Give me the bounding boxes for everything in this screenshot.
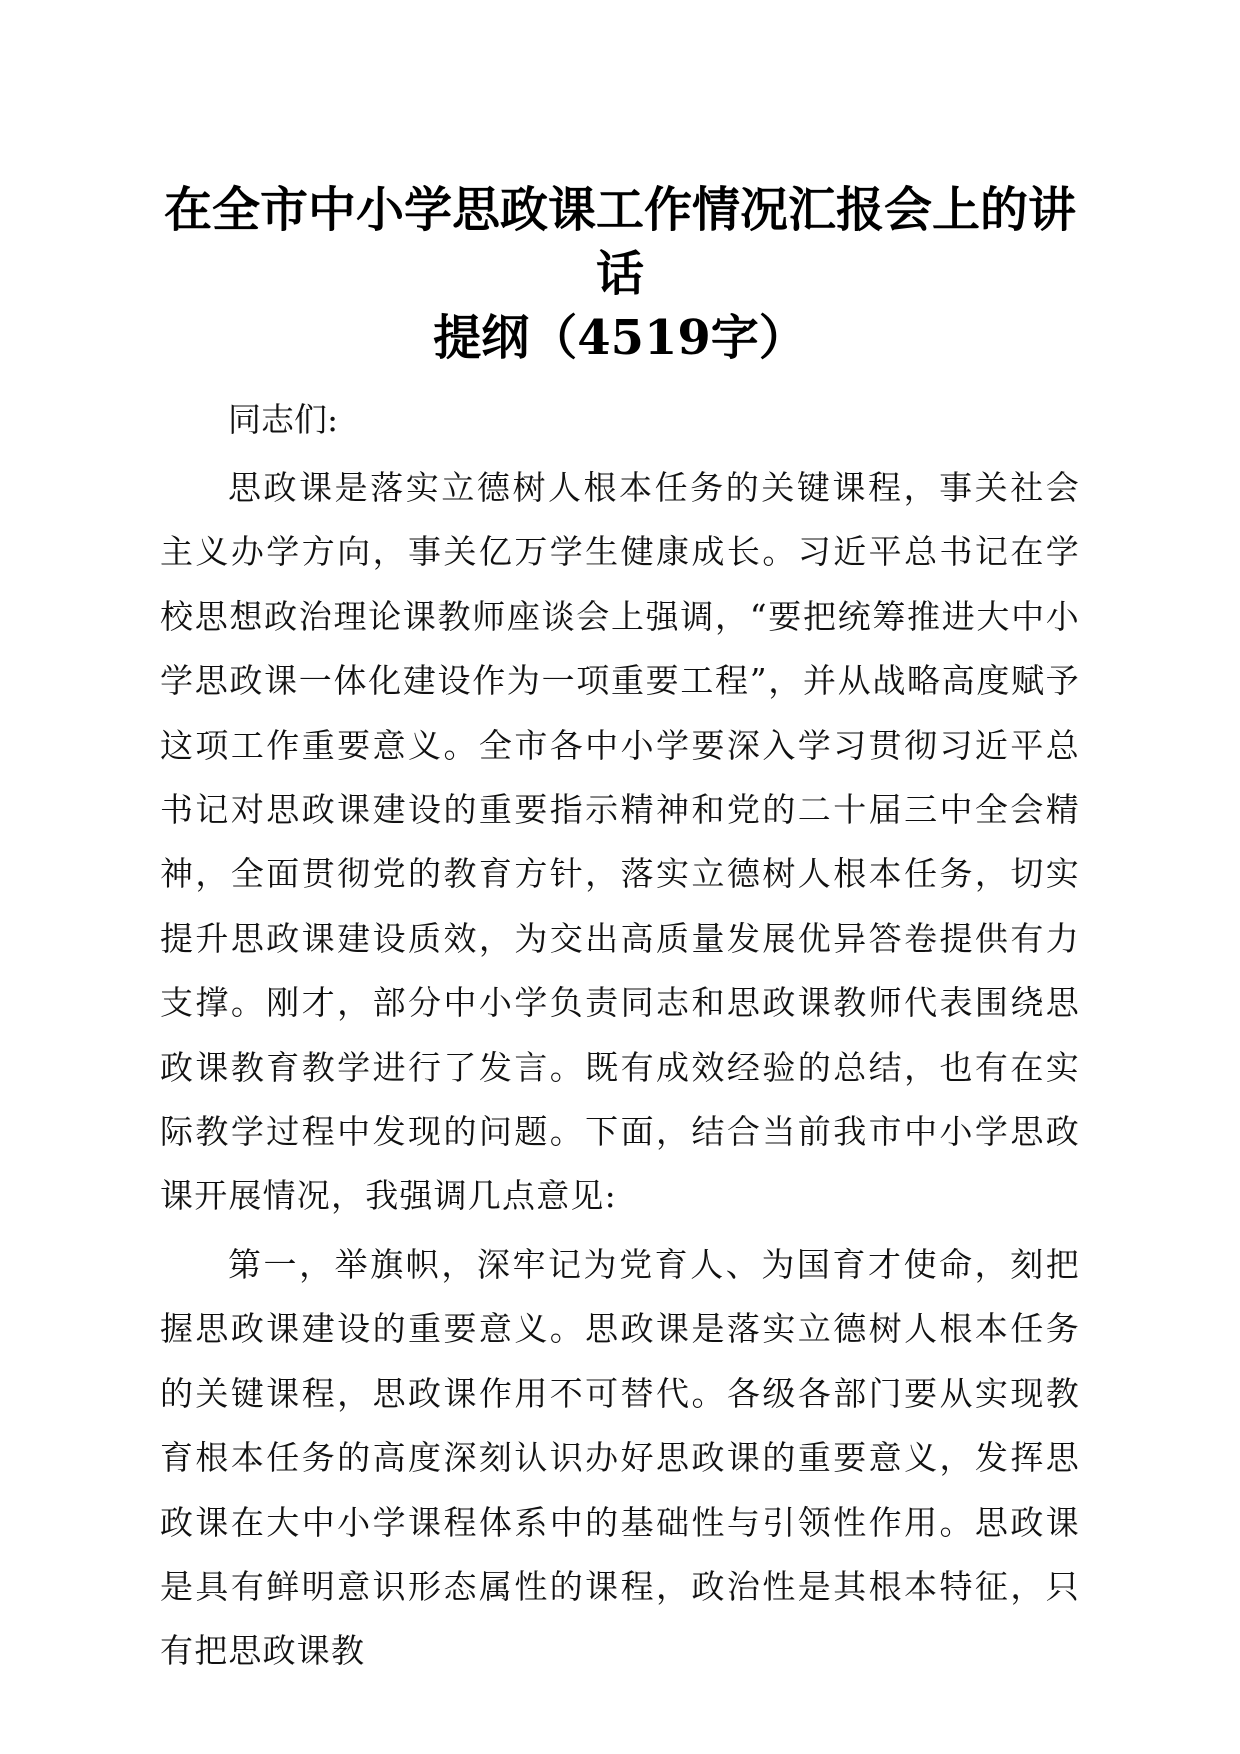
document-title [160,178,1080,370]
title-line-2: 提纲（4519字） [433,310,807,366]
body-paragraph-1: 思政课是落实立德树人根本任务的关键课程，事关社会主义办学方向，事关亿万学生健康成长。习近平总书记在学校思想政治理论课教师座谈会上强调，“要把统筹推进大中小学思政课一体化建设作为一项重要工程”，并从战略高度赋予这项工作重要意义。全市各中小学要深入学习贯彻习近平总书记对思政课建设的重要指示精神和党的二十届三中全会精神，全面贯彻党的教育方针，落实立德树人根本任务，切实提升思政课建设质效，为交出高质量发展优异答卷提供有力支撑。刚才，部分中小学负责同志和思政课教师代表围绕思政课教育教学进行了发言。既有成效经验的总结，也有在实际教学过程中发现的问题。下面，结合当前我市中小学思政课开展情况，我强调几点意见: [160,468,1080,1216]
salutation: 同志们: [228,400,339,439]
title-line-1: 在全市中小学思政课工作情况汇报会上的讲话 [163,182,1076,302]
body-paragraph-2: 第一，举旗帜，深牢记为党育人、为国育才使命，刻把握思政课建设的重要意义。思政课是落实立德树人根本任务的关键课程，思政课作用不可替代。各级各部门要从实现教育根本任务的高度深刻认识办好思政课的重要意义，发挥思政课在大中小学课程体系中的基础性与引领性作用。思政课是具有鲜明意识形态属性的课程，政治性是其根本特征，只有把思政课教 [160,1244,1080,1671]
